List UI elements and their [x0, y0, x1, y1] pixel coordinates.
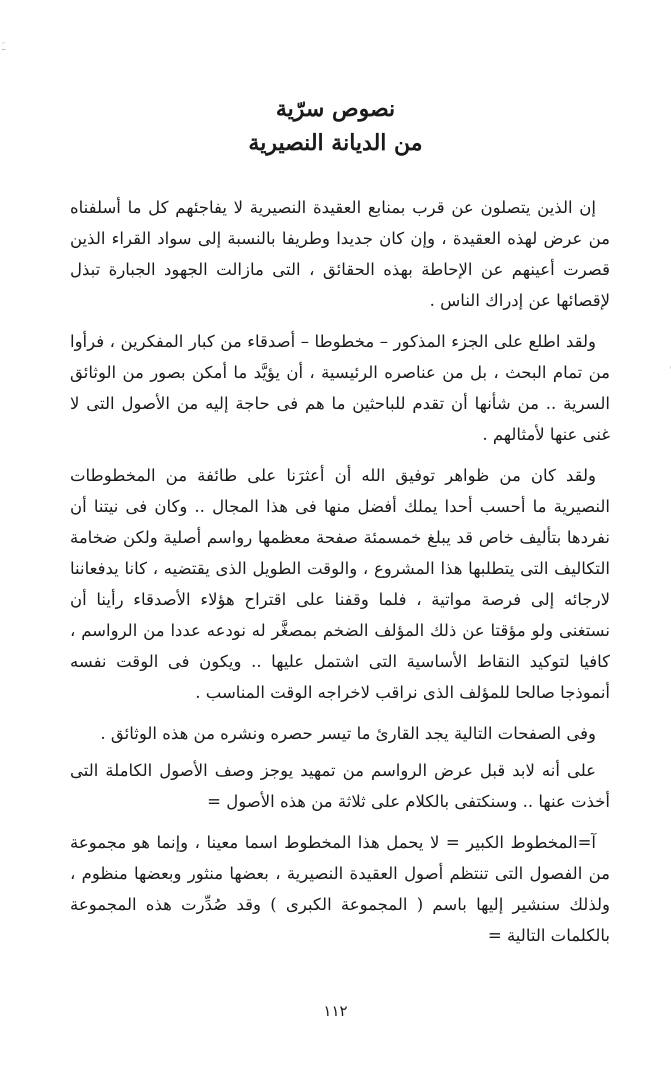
page-number: ١١٢ — [323, 1002, 348, 1020]
paragraph-6: آ=المخطوط الكبير = لا يحمل هذا المخطوط اسما معينا ، وإنما هو مجموعة من الفصول التى تنتظم أصول العقيدة النصيرية ، بعضها منثور وبعضها منظوم ، ولذلك سنشير إليها باسم ( المجموعة الكبرى ) وقد صُدِّرت هذه المجموعة بالكلمات التالية = — [70, 833, 610, 945]
body-text — [70, 192, 610, 961]
margin-mark-left: ـَ — [2, 40, 6, 53]
chapter-title — [0, 92, 671, 160]
paragraph-4: وفى الصفحات التالية يجد القارئ ما تيسر حصره ونشره من هذه الوثائق . — [100, 724, 596, 743]
title-line-1: نصوص سرّية — [275, 96, 396, 122]
paragraph-2: ولقد اطلع على الجزء المذكور – مخطوطا – أصدقاء من كبار المفكرين ، فرأوا من تمام البحث ، بل من عناصره الرئيسية ، أن يؤيَّد ما أمكن بصور من الوثائق السرية .. من شأنها أن تقدم للباحثين ما هم فى حاجة إليه من الأصول التى لا غنى عنها لأمثالهم . — [70, 332, 610, 444]
paragraph-3: ولقد كان من ظواهر توفيق الله أن أعثرَنا على طائفة من المخطوطات النصيرية ما أحسب أحدا يملك أفضل منها فى هذا المجال .. وكان فى نيتنا أن نفردها بتأليف خاص قد يبلغ خمسمئة صفحة معظمها رواسم أصلية ولكن ضخامة التكاليف التى يتطلبها هذا المشروع ، والوقت الطويل الذى يقتضيه ، كانا يدفعاننا لارجائه إلى فرصة مواتية ، فلما وقفنا على اقتراح هؤلاء الأصدقاء رأينا أن نستغنى ولو مؤقتا عن ذلك المؤلف الضخم بمصغَّر له نودعه عددا من الرواسم ، كافيا لتوكيد النقاط الأساسية التى اشتمل عليها .. ويكون فى الوقت نفسه أنموذجا صالحا للمؤلف الذى نراقب لاخراجه الوقت المناسب . — [70, 466, 610, 702]
paragraph-5: على أنه لابد قبل عرض الرواسم من تمهيد يوجز وصف الأصول الكاملة التى أخذت عنها .. وسنكتفى بالكلام على ثلاثة من هذه الأصول = — [70, 761, 610, 811]
title-line-2: من الديانة النصيرية — [248, 130, 423, 156]
paragraph-1: إن الذين يتصلون عن قرب بمنابع العقيدة النصيرية لا يفاجئهم كل ما أسلفناه من عرض لهذه العقيدة ، وإن كان جديدا وطريفا بالنسبة إلى سواد القراء الذين قصرت أعينهم عن الإحاطة بهذه الحقائق ، التى مازالت الجهود الجبارة تبذل لإقصائها عن إدراك الناس . — [70, 198, 610, 310]
